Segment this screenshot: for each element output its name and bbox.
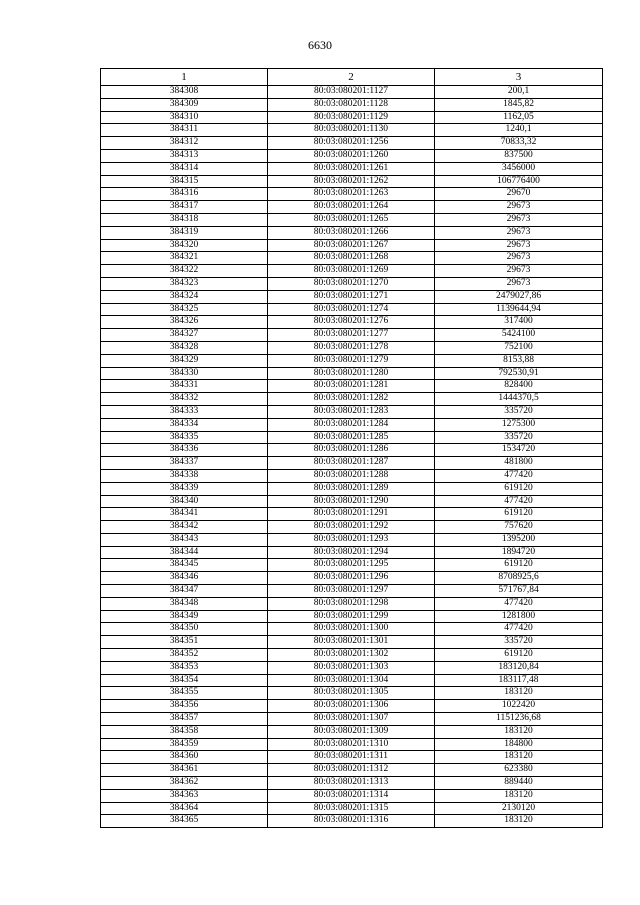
value-cell: 619120 — [435, 508, 603, 521]
record-number-cell: 384319 — [101, 226, 268, 239]
record-number-cell: 384336 — [101, 444, 268, 457]
table-row — [101, 649, 603, 662]
record-number-cell: 384342 — [101, 521, 268, 534]
record-number-cell: 384347 — [101, 585, 268, 598]
header-row — [101, 69, 603, 86]
record-number-cell: 384355 — [101, 687, 268, 700]
table-row — [101, 380, 603, 393]
value-cell: 183120 — [435, 815, 603, 828]
record-number-cell: 384313 — [101, 149, 268, 162]
cadastral-number-cell: 80:03:080201:1301 — [268, 636, 435, 649]
value-cell: 29673 — [435, 239, 603, 252]
cadastral-number-cell: 80:03:080201:1270 — [268, 277, 435, 290]
value-cell: 1139644,94 — [435, 303, 603, 316]
table-row — [101, 700, 603, 713]
registry-table — [100, 68, 603, 828]
record-number-cell: 384349 — [101, 610, 268, 623]
value-cell: 1845,82 — [435, 98, 603, 111]
table-row — [101, 610, 603, 623]
value-cell: 1151236,68 — [435, 713, 603, 726]
table-row — [101, 495, 603, 508]
table-row — [101, 623, 603, 636]
table-row — [101, 713, 603, 726]
value-cell: 477420 — [435, 495, 603, 508]
cadastral-number-cell: 80:03:080201:1283 — [268, 405, 435, 418]
table-row — [101, 175, 603, 188]
cadastral-number-cell: 80:03:080201:1299 — [268, 610, 435, 623]
record-number-cell: 384312 — [101, 137, 268, 150]
value-cell: 29673 — [435, 252, 603, 265]
table-row — [101, 738, 603, 751]
cadastral-number-cell: 80:03:080201:1300 — [268, 623, 435, 636]
record-number-cell: 384359 — [101, 738, 268, 751]
table-row — [101, 354, 603, 367]
record-number-cell: 384311 — [101, 124, 268, 137]
table-row — [101, 751, 603, 764]
value-cell: 29673 — [435, 226, 603, 239]
value-cell: 183117,48 — [435, 674, 603, 687]
table-row — [101, 149, 603, 162]
cadastral-number-cell: 80:03:080201:1279 — [268, 354, 435, 367]
cadastral-number-cell: 80:03:080201:1316 — [268, 815, 435, 828]
table-row — [101, 469, 603, 482]
cadastral-number-cell: 80:03:080201:1291 — [268, 508, 435, 521]
table-row — [101, 521, 603, 534]
record-number-cell: 384362 — [101, 777, 268, 790]
record-number-cell: 384317 — [101, 201, 268, 214]
record-number-cell: 384328 — [101, 341, 268, 354]
table-row — [101, 444, 603, 457]
value-cell: 3456000 — [435, 162, 603, 175]
record-number-cell: 384327 — [101, 329, 268, 342]
cadastral-number-cell: 80:03:080201:1314 — [268, 789, 435, 802]
record-number-cell: 384318 — [101, 213, 268, 226]
value-cell: 1444370,5 — [435, 393, 603, 406]
table-row — [101, 546, 603, 559]
value-cell: 477420 — [435, 469, 603, 482]
record-number-cell: 384344 — [101, 546, 268, 559]
cadastral-number-cell: 80:03:080201:1271 — [268, 290, 435, 303]
cadastral-number-cell: 80:03:080201:1304 — [268, 674, 435, 687]
table-row — [101, 316, 603, 329]
table-row — [101, 277, 603, 290]
value-cell: 335720 — [435, 405, 603, 418]
record-number-cell: 384334 — [101, 418, 268, 431]
table-row — [101, 329, 603, 342]
cadastral-number-cell: 80:03:080201:1293 — [268, 533, 435, 546]
cadastral-number-cell: 80:03:080201:1274 — [268, 303, 435, 316]
value-cell: 29673 — [435, 201, 603, 214]
value-cell: 8708925,6 — [435, 572, 603, 585]
record-number-cell: 384338 — [101, 469, 268, 482]
record-number-cell: 384350 — [101, 623, 268, 636]
value-cell: 1022420 — [435, 700, 603, 713]
value-cell: 5424100 — [435, 329, 603, 342]
cadastral-number-cell: 80:03:080201:1264 — [268, 201, 435, 214]
table-row — [101, 815, 603, 828]
record-number-cell: 384324 — [101, 290, 268, 303]
column-header-2: 2 — [268, 69, 435, 86]
cadastral-number-cell: 80:03:080201:1268 — [268, 252, 435, 265]
cadastral-number-cell: 80:03:080201:1130 — [268, 124, 435, 137]
table-row — [101, 482, 603, 495]
record-number-cell: 384361 — [101, 764, 268, 777]
cadastral-number-cell: 80:03:080201:1256 — [268, 137, 435, 150]
table-row — [101, 802, 603, 815]
cadastral-number-cell: 80:03:080201:1289 — [268, 482, 435, 495]
cadastral-number-cell: 80:03:080201:1298 — [268, 597, 435, 610]
cadastral-number-cell: 80:03:080201:1262 — [268, 175, 435, 188]
value-cell: 571767,84 — [435, 585, 603, 598]
table-row — [101, 674, 603, 687]
record-number-cell: 384360 — [101, 751, 268, 764]
cadastral-number-cell: 80:03:080201:1315 — [268, 802, 435, 815]
record-number-cell: 384329 — [101, 354, 268, 367]
cadastral-number-cell: 80:03:080201:1311 — [268, 751, 435, 764]
table-row — [101, 201, 603, 214]
table-row — [101, 239, 603, 252]
value-cell: 477420 — [435, 623, 603, 636]
value-cell: 623380 — [435, 764, 603, 777]
table-row — [101, 405, 603, 418]
value-cell: 183120 — [435, 725, 603, 738]
value-cell: 481800 — [435, 457, 603, 470]
record-number-cell: 384335 — [101, 431, 268, 444]
record-number-cell: 384331 — [101, 380, 268, 393]
cadastral-number-cell: 80:03:080201:1284 — [268, 418, 435, 431]
cadastral-number-cell: 80:03:080201:1307 — [268, 713, 435, 726]
table-row — [101, 137, 603, 150]
record-number-cell: 384325 — [101, 303, 268, 316]
table-row — [101, 533, 603, 546]
value-cell: 752100 — [435, 341, 603, 354]
cadastral-number-cell: 80:03:080201:1265 — [268, 213, 435, 226]
cadastral-number-cell: 80:03:080201:1282 — [268, 393, 435, 406]
record-number-cell: 384341 — [101, 508, 268, 521]
table-row — [101, 764, 603, 777]
value-cell: 8153,88 — [435, 354, 603, 367]
record-number-cell: 384315 — [101, 175, 268, 188]
value-cell: 29673 — [435, 265, 603, 278]
table-row — [101, 124, 603, 137]
column-header-3: 3 — [435, 69, 603, 86]
record-number-cell: 384339 — [101, 482, 268, 495]
table-row — [101, 188, 603, 201]
record-number-cell: 384357 — [101, 713, 268, 726]
cadastral-number-cell: 80:03:080201:1286 — [268, 444, 435, 457]
record-number-cell: 384332 — [101, 393, 268, 406]
cadastral-number-cell: 80:03:080201:1295 — [268, 559, 435, 572]
cadastral-number-cell: 80:03:080201:1297 — [268, 585, 435, 598]
cadastral-number-cell: 80:03:080201:1294 — [268, 546, 435, 559]
value-cell: 2130120 — [435, 802, 603, 815]
table-row — [101, 661, 603, 674]
cadastral-number-cell: 80:03:080201:1285 — [268, 431, 435, 444]
value-cell: 184800 — [435, 738, 603, 751]
value-cell: 183120,84 — [435, 661, 603, 674]
value-cell: 29670 — [435, 188, 603, 201]
table-row — [101, 431, 603, 444]
record-number-cell: 384352 — [101, 649, 268, 662]
cadastral-number-cell: 80:03:080201:1267 — [268, 239, 435, 252]
value-cell: 70833,32 — [435, 137, 603, 150]
record-number-cell: 384354 — [101, 674, 268, 687]
record-number-cell: 384308 — [101, 86, 268, 99]
value-cell: 335720 — [435, 636, 603, 649]
value-cell: 317400 — [435, 316, 603, 329]
table-row — [101, 98, 603, 111]
value-cell: 200,1 — [435, 86, 603, 99]
cadastral-number-cell: 80:03:080201:1310 — [268, 738, 435, 751]
table-row — [101, 265, 603, 278]
record-number-cell: 384353 — [101, 661, 268, 674]
cadastral-number-cell: 80:03:080201:1312 — [268, 764, 435, 777]
record-number-cell: 384310 — [101, 111, 268, 124]
record-number-cell: 384326 — [101, 316, 268, 329]
cadastral-number-cell: 80:03:080201:1281 — [268, 380, 435, 393]
record-number-cell: 384348 — [101, 597, 268, 610]
cadastral-number-cell: 80:03:080201:1278 — [268, 341, 435, 354]
value-cell: 837500 — [435, 149, 603, 162]
record-number-cell: 384323 — [101, 277, 268, 290]
table-row — [101, 585, 603, 598]
cadastral-number-cell: 80:03:080201:1266 — [268, 226, 435, 239]
value-cell: 29673 — [435, 277, 603, 290]
record-number-cell: 384316 — [101, 188, 268, 201]
record-number-cell: 384333 — [101, 405, 268, 418]
table-row — [101, 226, 603, 239]
table-header — [101, 69, 603, 86]
record-number-cell: 384356 — [101, 700, 268, 713]
cadastral-number-cell: 80:03:080201:1302 — [268, 649, 435, 662]
table-row — [101, 86, 603, 99]
record-number-cell: 384363 — [101, 789, 268, 802]
value-cell: 335720 — [435, 431, 603, 444]
cadastral-number-cell: 80:03:080201:1129 — [268, 111, 435, 124]
value-cell: 1894720 — [435, 546, 603, 559]
value-cell: 1281800 — [435, 610, 603, 623]
cadastral-number-cell: 80:03:080201:1263 — [268, 188, 435, 201]
table-row — [101, 687, 603, 700]
record-number-cell: 384314 — [101, 162, 268, 175]
table-row — [101, 367, 603, 380]
table-row — [101, 636, 603, 649]
record-number-cell: 384321 — [101, 252, 268, 265]
table-row — [101, 290, 603, 303]
table-row — [101, 341, 603, 354]
cadastral-number-cell: 80:03:080201:1261 — [268, 162, 435, 175]
record-number-cell: 384345 — [101, 559, 268, 572]
value-cell: 477420 — [435, 597, 603, 610]
cadastral-number-cell: 80:03:080201:1296 — [268, 572, 435, 585]
cadastral-number-cell: 80:03:080201:1290 — [268, 495, 435, 508]
cadastral-number-cell: 80:03:080201:1127 — [268, 86, 435, 99]
value-cell: 619120 — [435, 559, 603, 572]
table-row — [101, 725, 603, 738]
record-number-cell: 384320 — [101, 239, 268, 252]
value-cell: 757620 — [435, 521, 603, 534]
record-number-cell: 384351 — [101, 636, 268, 649]
cadastral-number-cell: 80:03:080201:1128 — [268, 98, 435, 111]
record-number-cell: 384343 — [101, 533, 268, 546]
table-row — [101, 303, 603, 316]
record-number-cell: 384340 — [101, 495, 268, 508]
cadastral-number-cell: 80:03:080201:1313 — [268, 777, 435, 790]
table-row — [101, 777, 603, 790]
table-row — [101, 418, 603, 431]
value-cell: 1240,1 — [435, 124, 603, 137]
table-row — [101, 457, 603, 470]
record-number-cell: 384358 — [101, 725, 268, 738]
table-row — [101, 213, 603, 226]
cadastral-number-cell: 80:03:080201:1260 — [268, 149, 435, 162]
record-number-cell: 384337 — [101, 457, 268, 470]
value-cell: 1162,05 — [435, 111, 603, 124]
cadastral-number-cell: 80:03:080201:1309 — [268, 725, 435, 738]
table-row — [101, 111, 603, 124]
value-cell: 2479027,86 — [435, 290, 603, 303]
table-row — [101, 559, 603, 572]
column-header-1: 1 — [101, 69, 268, 86]
cadastral-number-cell: 80:03:080201:1306 — [268, 700, 435, 713]
cadastral-number-cell: 80:03:080201:1280 — [268, 367, 435, 380]
value-cell: 619120 — [435, 649, 603, 662]
cadastral-number-cell: 80:03:080201:1269 — [268, 265, 435, 278]
value-cell: 106776400 — [435, 175, 603, 188]
record-number-cell: 384309 — [101, 98, 268, 111]
value-cell: 183120 — [435, 789, 603, 802]
value-cell: 828400 — [435, 380, 603, 393]
table-row — [101, 508, 603, 521]
value-cell: 29673 — [435, 213, 603, 226]
value-cell: 183120 — [435, 687, 603, 700]
cadastral-number-cell: 80:03:080201:1276 — [268, 316, 435, 329]
cadastral-number-cell: 80:03:080201:1305 — [268, 687, 435, 700]
value-cell: 889440 — [435, 777, 603, 790]
cadastral-number-cell: 80:03:080201:1288 — [268, 469, 435, 482]
page-number: 6630 — [308, 38, 332, 52]
cadastral-number-cell: 80:03:080201:1287 — [268, 457, 435, 470]
value-cell: 792530,91 — [435, 367, 603, 380]
value-cell: 1275300 — [435, 418, 603, 431]
cadastral-number-cell: 80:03:080201:1303 — [268, 661, 435, 674]
record-number-cell: 384322 — [101, 265, 268, 278]
value-cell: 619120 — [435, 482, 603, 495]
table-body — [101, 86, 603, 828]
table-row — [101, 162, 603, 175]
record-number-cell: 384365 — [101, 815, 268, 828]
table-row — [101, 597, 603, 610]
table-row — [101, 393, 603, 406]
record-number-cell: 384346 — [101, 572, 268, 585]
table-row — [101, 572, 603, 585]
value-cell: 1395200 — [435, 533, 603, 546]
record-number-cell: 384364 — [101, 802, 268, 815]
value-cell: 1534720 — [435, 444, 603, 457]
table-row — [101, 789, 603, 802]
table-row — [101, 252, 603, 265]
record-number-cell: 384330 — [101, 367, 268, 380]
value-cell: 183120 — [435, 751, 603, 764]
cadastral-number-cell: 80:03:080201:1292 — [268, 521, 435, 534]
cadastral-number-cell: 80:03:080201:1277 — [268, 329, 435, 342]
